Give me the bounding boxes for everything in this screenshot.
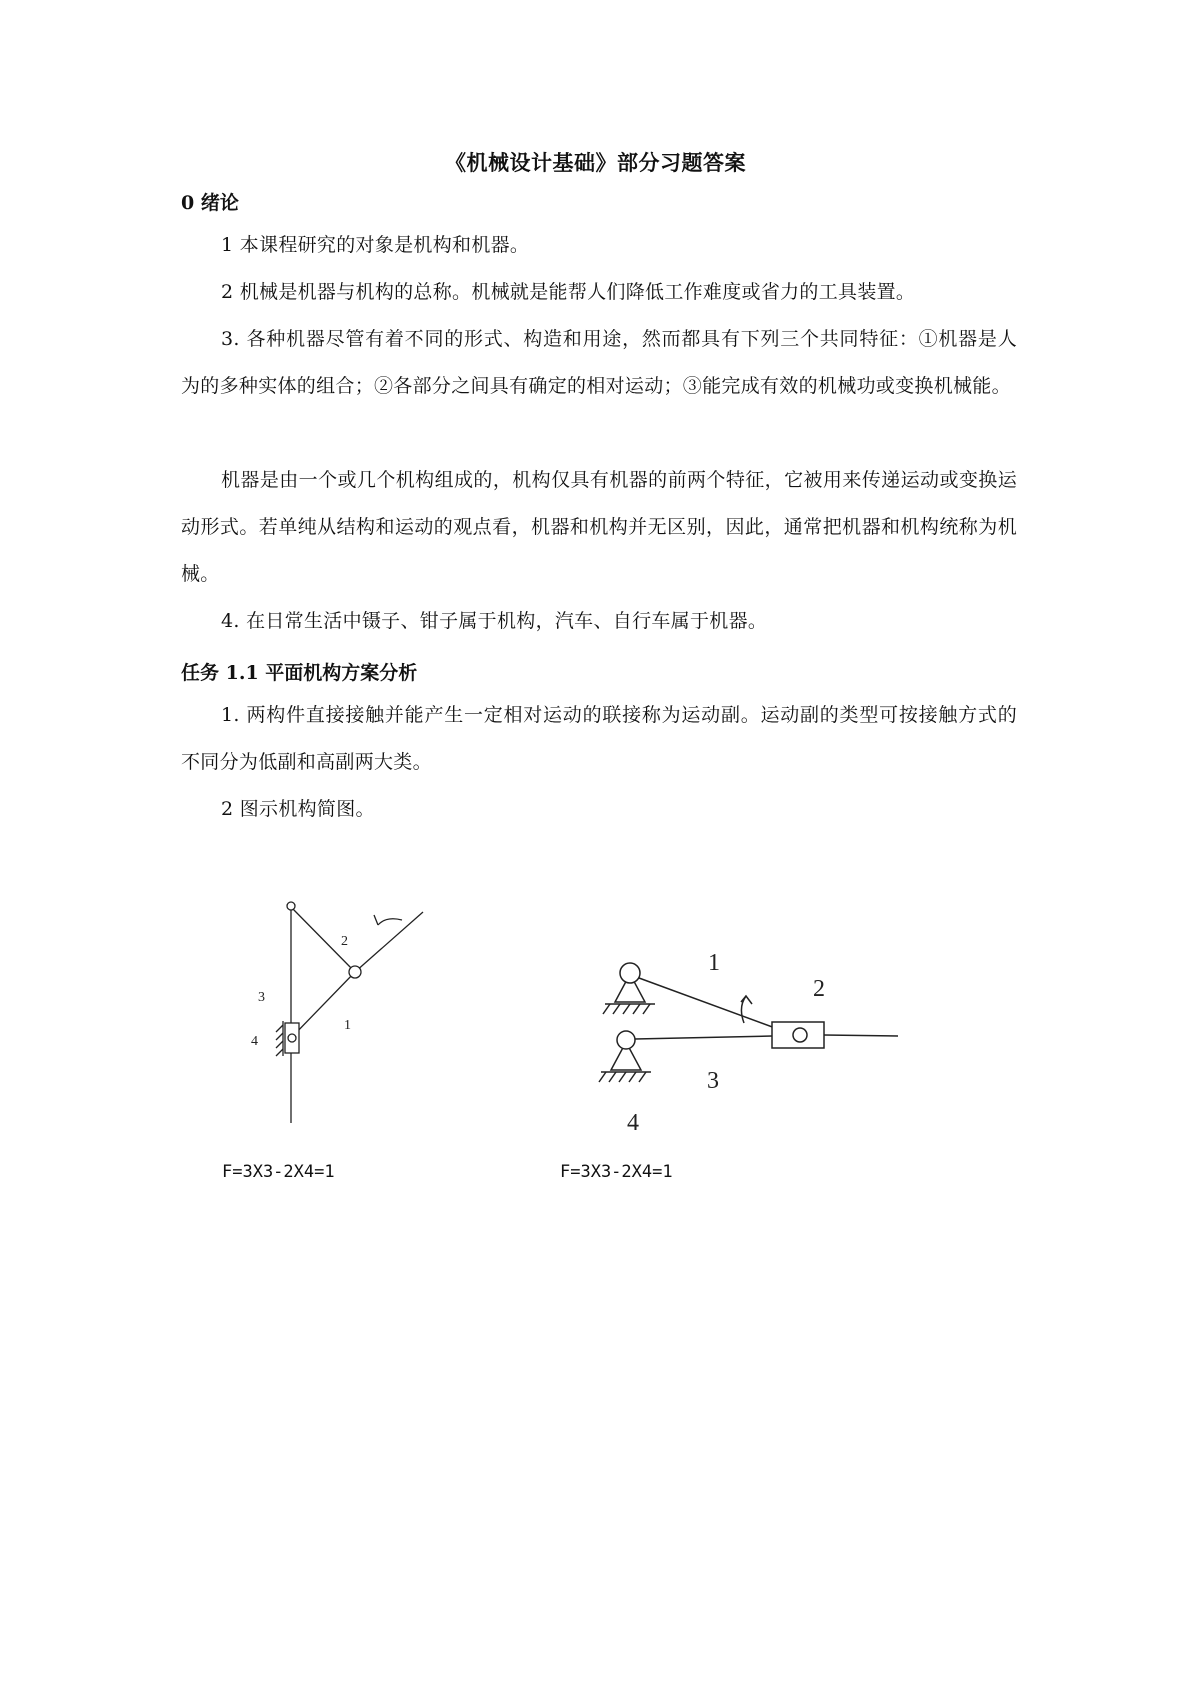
left-label-4: 4 [251,1034,258,1049]
left-label-1: 1 [344,1018,351,1033]
paragraph-4: 机器是由一个或几个机构组成的，机构仅具有机器的前两个特征，它被用来传递运动或变换运动形式。若单纯从结构和运动的观点看，机器和机构并无区别，因此，通常把机器和机构统称为机械。 [181,469,1017,585]
section-heading-intro: 0 绪论 [181,192,239,214]
right-mechanism-diagram [590,920,910,1136]
left-label-2: 2 [341,934,348,949]
left-link-1-upper [355,912,423,972]
paragraph-3: 3. 各种机器尽管有着不同的形式、构造和用途，然而都具有下列三个共同特征：①机器是人为的多种实体的组合；②各部分之间具有确定的相对运动；③能完成有效的机械功或变换机械能。 [181,328,1017,397]
left-rotation-arrow [378,919,402,925]
left-middle-pin [349,966,361,978]
right-label-1: 1 [708,950,720,976]
right-label-3: 3 [707,1068,719,1094]
page-title: 《机械设计基础》部分习题答案 [445,150,746,175]
left-top-pin [287,902,295,910]
right-link-3 [635,1036,772,1039]
left-dof-formula: F=3X3-2X4=1 [222,1162,335,1182]
section-heading-task: 任务 1.1 平面机构方案分析 [181,662,418,684]
right-upper-pivot [620,963,640,983]
paragraph-1: 1 本课程研究的对象是机构和机器。 [221,234,530,256]
left-mechanism-diagram [230,890,450,1140]
paragraph-6: 1. 两构件直接接触并能产生一定相对运动的联接称为运动副。运动副的类型可按接触方式的不同分为低副和高副两大类。 [181,704,1017,773]
right-dof-formula: F=3X3-2X4=1 [560,1162,673,1182]
paragraph-7: 2 图示机构简图。 [221,798,375,820]
right-slider-pin [793,1028,807,1042]
paragraph-5: 4. 在日常生活中镊子、钳子属于机构，汽车、自行车属于机器。 [221,610,768,632]
left-slider-pin [288,1034,296,1042]
left-label-3: 3 [258,990,265,1005]
right-link-1 [639,978,786,1032]
paragraph-2: 2 机械是机器与机构的总称。机械就是能帮人们降低工作难度或省力的工具装置。 [221,281,916,303]
right-guide-line [824,1035,898,1036]
right-label-4: 4 [627,1110,639,1136]
right-label-2: 2 [813,976,825,1002]
right-lower-pivot [617,1031,635,1049]
